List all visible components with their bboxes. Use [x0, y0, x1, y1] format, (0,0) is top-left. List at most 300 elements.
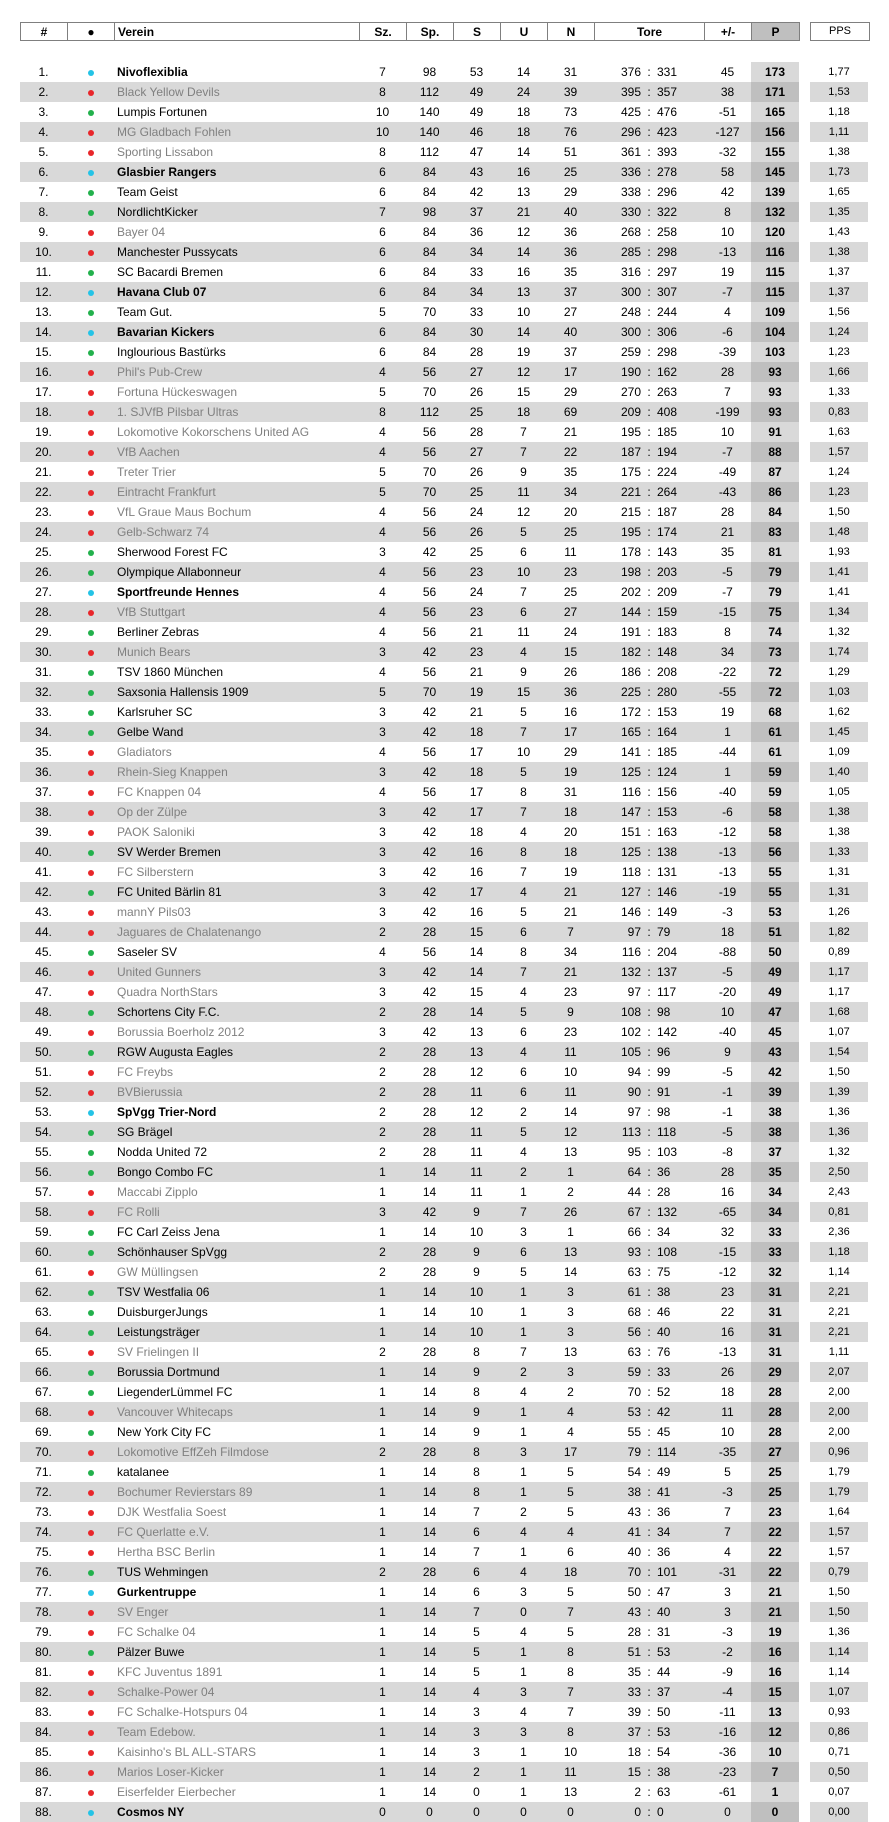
status-dot-icon [88, 270, 94, 276]
goals-for: 102 [620, 1025, 641, 1039]
club-name: Inglourious Bastürks [117, 345, 226, 359]
games: 42 [406, 962, 453, 982]
goals-for: 97 [594, 922, 644, 942]
games: 42 [422, 865, 437, 879]
won: 21 [469, 665, 484, 679]
goals-for: 40 [627, 1545, 641, 1559]
points: 33 [751, 1222, 799, 1242]
won: 43 [453, 162, 500, 182]
goals-against: 33 [654, 1362, 704, 1382]
pps-row [810, 462, 868, 482]
pps-value: 1,57 [810, 442, 868, 462]
status-dot-icon [88, 470, 94, 476]
goals-against: 423 [654, 122, 704, 142]
pps-value: 1,48 [810, 522, 868, 542]
goals-separator: : [644, 1802, 654, 1822]
seasons: 1 [379, 1425, 386, 1439]
won: 8 [473, 1385, 480, 1399]
seasons: 1 [359, 1722, 406, 1742]
lost: 6 [567, 1545, 574, 1559]
status-dot-icon [88, 1530, 94, 1536]
seasons: 2 [379, 1065, 386, 1079]
draw: 11 [500, 482, 547, 502]
rank: 52. [20, 1082, 67, 1102]
goals-for: 43 [594, 1602, 644, 1622]
draw: 3 [500, 1682, 547, 1702]
status [67, 1562, 114, 1582]
status-dot-icon [88, 1490, 94, 1496]
pps-row [810, 1022, 868, 1042]
goals-against: 103 [657, 1145, 678, 1159]
table-row [20, 1542, 799, 1562]
status [67, 1102, 114, 1122]
status [67, 1182, 114, 1202]
pps-value: 1,29 [828, 666, 850, 678]
pps-value: 2,21 [810, 1282, 868, 1302]
rank: 9. [38, 225, 49, 239]
lost: 20 [563, 825, 578, 839]
status [67, 1362, 114, 1382]
lost: 22 [547, 442, 594, 462]
status [67, 222, 114, 242]
club-name: Schönhauser SpVgg [114, 1242, 359, 1262]
status-dot-icon [88, 610, 94, 616]
seasons: 8 [359, 82, 406, 102]
club-name: Saxsonia Hallensis 1909 [114, 682, 359, 702]
rank: 54. [20, 1122, 67, 1142]
status-dot-icon [88, 710, 94, 716]
won: 27 [453, 362, 500, 382]
pps-value: 1,34 [810, 602, 868, 622]
status [67, 362, 114, 382]
rank: 7. [38, 185, 49, 199]
seasons: 3 [359, 962, 406, 982]
status-dot-icon [88, 450, 94, 456]
goal-diff: -5 [722, 1065, 733, 1079]
club-name: SpVgg Trier-Nord [117, 1105, 217, 1119]
goals-against: 393 [657, 145, 678, 159]
goals-separator: : [644, 202, 654, 222]
seasons: 3 [359, 842, 406, 862]
goals-against: 164 [654, 722, 704, 742]
goals-for: 56 [594, 1322, 644, 1342]
table-row [20, 322, 799, 342]
games: 42 [406, 842, 453, 862]
goals-against: 194 [654, 442, 704, 462]
seasons: 1 [379, 1225, 386, 1239]
goals-against: 46 [657, 1305, 671, 1319]
draw: 1 [520, 1465, 527, 1479]
goals-against: 280 [654, 682, 704, 702]
goals-against: 153 [657, 705, 678, 719]
won: 23 [453, 642, 500, 662]
goals-against: 40 [654, 1602, 704, 1622]
status [67, 1522, 114, 1542]
pps-row [810, 362, 868, 382]
table-row [20, 1202, 799, 1222]
lost: 19 [547, 762, 594, 782]
won: 34 [453, 242, 500, 262]
goals-against: 159 [654, 602, 704, 622]
won: 13 [469, 1025, 484, 1039]
pps-value: 2,00 [828, 1426, 850, 1438]
status [67, 622, 114, 642]
draw: 1 [500, 1322, 547, 1342]
rank: 47. [35, 985, 52, 999]
status-dot-icon [88, 1470, 94, 1476]
goals-against: 63 [657, 1785, 671, 1799]
seasons: 2 [359, 1242, 406, 1262]
points: 93 [751, 402, 799, 422]
pps-value: 0,83 [810, 402, 868, 422]
points: 91 [751, 422, 799, 442]
goals-separator: : [647, 385, 651, 399]
points: 37 [751, 1142, 799, 1162]
goals-separator: : [644, 1722, 654, 1742]
club-name: New York City FC [117, 1425, 212, 1439]
pps-row [810, 242, 868, 262]
seasons: 8 [359, 402, 406, 422]
won: 27 [453, 442, 500, 462]
status [67, 1342, 114, 1362]
rank: 30. [20, 642, 67, 662]
goals-against: 187 [657, 505, 678, 519]
games: 14 [422, 1785, 437, 1799]
rank: 34. [20, 722, 67, 742]
status-dot-icon [88, 250, 94, 256]
pps-value: 1,63 [828, 426, 850, 438]
rank: 32. [20, 682, 67, 702]
pps-row [810, 722, 868, 742]
status-dot-icon [88, 670, 94, 676]
club-name: Gurkentruppe [117, 1585, 197, 1599]
pps-row [810, 142, 868, 162]
goals-against: 99 [657, 1065, 671, 1079]
goals-against: 98 [657, 1105, 671, 1119]
status-dot-icon [88, 1790, 94, 1796]
lost: 29 [563, 385, 578, 399]
goals-for: 296 [594, 122, 644, 142]
goals-separator: : [644, 122, 654, 142]
table-row [20, 1282, 799, 1302]
draw: 24 [500, 82, 547, 102]
goals-for: 300 [594, 282, 644, 302]
status-dot-icon [88, 410, 94, 416]
games: 70 [422, 305, 437, 319]
draw: 3 [500, 1442, 547, 1462]
header-diff: +/- [705, 23, 752, 41]
goals-separator: : [644, 1522, 654, 1542]
goals-for: 39 [627, 1705, 641, 1719]
table-row [20, 562, 799, 582]
goals-against: 75 [657, 1265, 671, 1279]
lost: 7 [547, 922, 594, 942]
goals-against: 209 [657, 585, 678, 599]
goals-separator: : [647, 1425, 651, 1439]
goals-separator: : [644, 162, 654, 182]
status-dot-icon [88, 1270, 94, 1276]
won: 47 [469, 145, 484, 159]
club-name: Bochumer Revierstars 89 [114, 1482, 359, 1502]
rank: 82. [20, 1682, 67, 1702]
pps-value: 1,38 [810, 802, 868, 822]
won: 12 [469, 1105, 484, 1119]
won: 7 [473, 1505, 480, 1519]
lost: 40 [547, 322, 594, 342]
lost: 25 [547, 522, 594, 542]
seasons: 3 [359, 722, 406, 742]
rank: 44. [20, 922, 67, 942]
pps-row [810, 902, 868, 922]
goal-diff: 22 [720, 1305, 735, 1319]
won: 3 [473, 1745, 480, 1759]
status-dot-icon [88, 1250, 94, 1256]
seasons: 10 [359, 122, 406, 142]
draw: 3 [520, 1225, 527, 1239]
pps-row [810, 1662, 868, 1682]
points: 28 [751, 1402, 799, 1422]
draw: 13 [500, 282, 547, 302]
goal-diff: 10 [720, 225, 735, 239]
seasons: 3 [359, 882, 406, 902]
pps-row [810, 82, 868, 102]
goal-diff: -55 [704, 682, 751, 702]
goals-for: 28 [627, 1625, 641, 1639]
goals-separator: : [647, 1225, 651, 1239]
games: 14 [406, 1762, 453, 1782]
draw: 16 [500, 162, 547, 182]
goals-for: 338 [620, 185, 641, 199]
goal-diff: 21 [704, 522, 751, 542]
draw: 4 [500, 882, 547, 902]
table-row [20, 182, 799, 202]
seasons: 3 [359, 762, 406, 782]
games: 70 [422, 465, 437, 479]
goals-separator: : [644, 1322, 654, 1342]
rank: 13. [35, 305, 52, 319]
points: 28 [751, 1422, 799, 1442]
goals-against: 38 [654, 1282, 704, 1302]
club-name: FC Rolli [114, 1202, 359, 1222]
draw: 6 [500, 922, 547, 942]
lost: 20 [563, 505, 578, 519]
points: 31 [751, 1302, 799, 1322]
lost: 11 [547, 1762, 594, 1782]
games: 84 [406, 322, 453, 342]
status-dot-icon [88, 590, 94, 596]
pps-value: 0,00 [810, 1802, 868, 1822]
lost: 1 [567, 1225, 574, 1239]
goals-for: 95 [627, 1145, 641, 1159]
seasons: 1 [359, 1362, 406, 1382]
pps-row [810, 502, 868, 522]
seasons: 2 [379, 1145, 386, 1159]
pps-row [810, 382, 868, 402]
games: 56 [406, 602, 453, 622]
goal-diff: -20 [718, 985, 737, 999]
games: 56 [422, 505, 437, 519]
pps-row [810, 1462, 868, 1482]
goals-for: 79 [594, 1442, 644, 1462]
points: 59 [751, 762, 799, 782]
goals-against: 153 [654, 802, 704, 822]
pps-value: 1,65 [828, 186, 850, 198]
goal-diff: -61 [718, 1785, 737, 1799]
goals-separator: : [647, 905, 651, 919]
won: 21 [469, 625, 484, 639]
goal-diff: -31 [704, 1562, 751, 1582]
lost: 0 [547, 1802, 594, 1822]
pps-value: 2,36 [828, 1226, 850, 1238]
goals-for: 165 [594, 722, 644, 742]
seasons: 1 [359, 1762, 406, 1782]
won: 37 [453, 202, 500, 222]
games: 14 [422, 1465, 437, 1479]
goals-separator: : [644, 1682, 654, 1702]
points: 116 [751, 242, 799, 262]
goals-separator: : [647, 185, 651, 199]
games: 14 [406, 1162, 453, 1182]
goal-diff: 32 [720, 1225, 735, 1239]
seasons: 3 [379, 1025, 386, 1039]
games: 42 [406, 1202, 453, 1222]
goals-separator: : [647, 1065, 651, 1079]
status [67, 382, 114, 402]
rank: 72. [20, 1482, 67, 1502]
pps-body [810, 62, 868, 1822]
goal-diff: 19 [720, 705, 735, 719]
won: 9 [453, 1242, 500, 1262]
draw: 4 [520, 985, 527, 999]
goals-separator: : [647, 665, 651, 679]
pps-value: 2,50 [810, 1162, 868, 1182]
status-dot-icon [88, 1110, 94, 1116]
goals-for: 38 [594, 1482, 644, 1502]
club-name: mannY Pils03 [117, 905, 191, 919]
pps-row [810, 402, 868, 422]
club-name: MG Gladbach Fohlen [114, 122, 359, 142]
won: 28 [469, 425, 484, 439]
games: 84 [406, 242, 453, 262]
draw: 1 [520, 1425, 527, 1439]
games: 14 [406, 1522, 453, 1542]
goal-diff: -23 [704, 1762, 751, 1782]
goals-for: 198 [594, 562, 644, 582]
goal-diff: 7 [724, 385, 731, 399]
pps-value: 1,14 [828, 1266, 850, 1278]
status [67, 62, 114, 82]
goal-diff: -19 [704, 882, 751, 902]
goals-against: 96 [654, 1042, 704, 1062]
status [67, 642, 114, 662]
status [67, 502, 114, 522]
goal-diff: 3 [704, 1602, 751, 1622]
goal-diff: -3 [722, 905, 733, 919]
rank: 15. [35, 345, 52, 359]
status [67, 1542, 114, 1562]
seasons: 6 [379, 225, 386, 239]
rank: 23. [35, 505, 52, 519]
points: 58 [751, 822, 799, 842]
pps-row [810, 602, 868, 622]
status-dot-icon [88, 1570, 94, 1576]
points: 28 [751, 1382, 799, 1402]
goals-against: 108 [654, 1242, 704, 1262]
goals-for: 18 [627, 1745, 641, 1759]
pps-row [810, 1142, 868, 1162]
table-row [20, 882, 799, 902]
status-dot-icon [88, 1770, 94, 1776]
draw: 2 [500, 1362, 547, 1382]
club-name: DuisburgerJungs [117, 1305, 208, 1319]
goals-separator: : [644, 1602, 654, 1622]
draw: 7 [500, 802, 547, 822]
points: 72 [751, 662, 799, 682]
club-name: Lokomotive Kokorschens United AG [117, 425, 310, 439]
goals-for: 33 [594, 1682, 644, 1702]
goals-separator: : [647, 1785, 651, 1799]
draw: 8 [520, 945, 527, 959]
pps-value: 1,14 [810, 1642, 868, 1662]
draw: 7 [520, 425, 527, 439]
pps-value: 1,82 [810, 922, 868, 942]
pps-value: 2,07 [810, 1362, 868, 1382]
rank: 41. [35, 865, 52, 879]
won: 8 [473, 1465, 480, 1479]
rank: 8. [20, 202, 67, 222]
rank: 29. [35, 625, 52, 639]
draw: 9 [520, 665, 527, 679]
goals-for: 132 [594, 962, 644, 982]
pps-row [810, 1522, 868, 1542]
goals-separator: : [647, 945, 651, 959]
goals-separator: : [644, 1562, 654, 1582]
seasons: 5 [379, 305, 386, 319]
draw: 1 [500, 1482, 547, 1502]
status-dot-icon [88, 90, 94, 96]
goals-against: 322 [654, 202, 704, 222]
points: 12 [751, 1722, 799, 1742]
points: 21 [751, 1582, 799, 1602]
goals-for: 68 [627, 1305, 641, 1319]
draw: 18 [500, 122, 547, 142]
points: 45 [751, 1022, 799, 1042]
points: 155 [751, 142, 799, 162]
lost: 4 [547, 1522, 594, 1542]
pps-row [810, 442, 868, 462]
table-row [20, 1182, 799, 1202]
goals-against: 124 [654, 762, 704, 782]
won: 36 [469, 225, 484, 239]
pps-row [810, 1782, 868, 1802]
rank: 35. [35, 745, 52, 759]
status [67, 1682, 114, 1702]
club-name: FC Knappen 04 [117, 785, 202, 799]
goals-separator: : [644, 602, 654, 622]
goals-separator: : [644, 1042, 654, 1062]
goals-separator: : [644, 1762, 654, 1782]
pps-row [810, 1622, 868, 1642]
pps-value: 1,36 [828, 1626, 850, 1638]
goals-against: 79 [654, 922, 704, 942]
goal-diff: -1 [704, 1082, 751, 1102]
goals-for: 2 [634, 1785, 641, 1799]
table-row [20, 842, 799, 862]
goals-against: 54 [657, 1745, 671, 1759]
status [67, 1742, 114, 1762]
rank: 1. [38, 65, 49, 79]
seasons: 6 [379, 185, 386, 199]
